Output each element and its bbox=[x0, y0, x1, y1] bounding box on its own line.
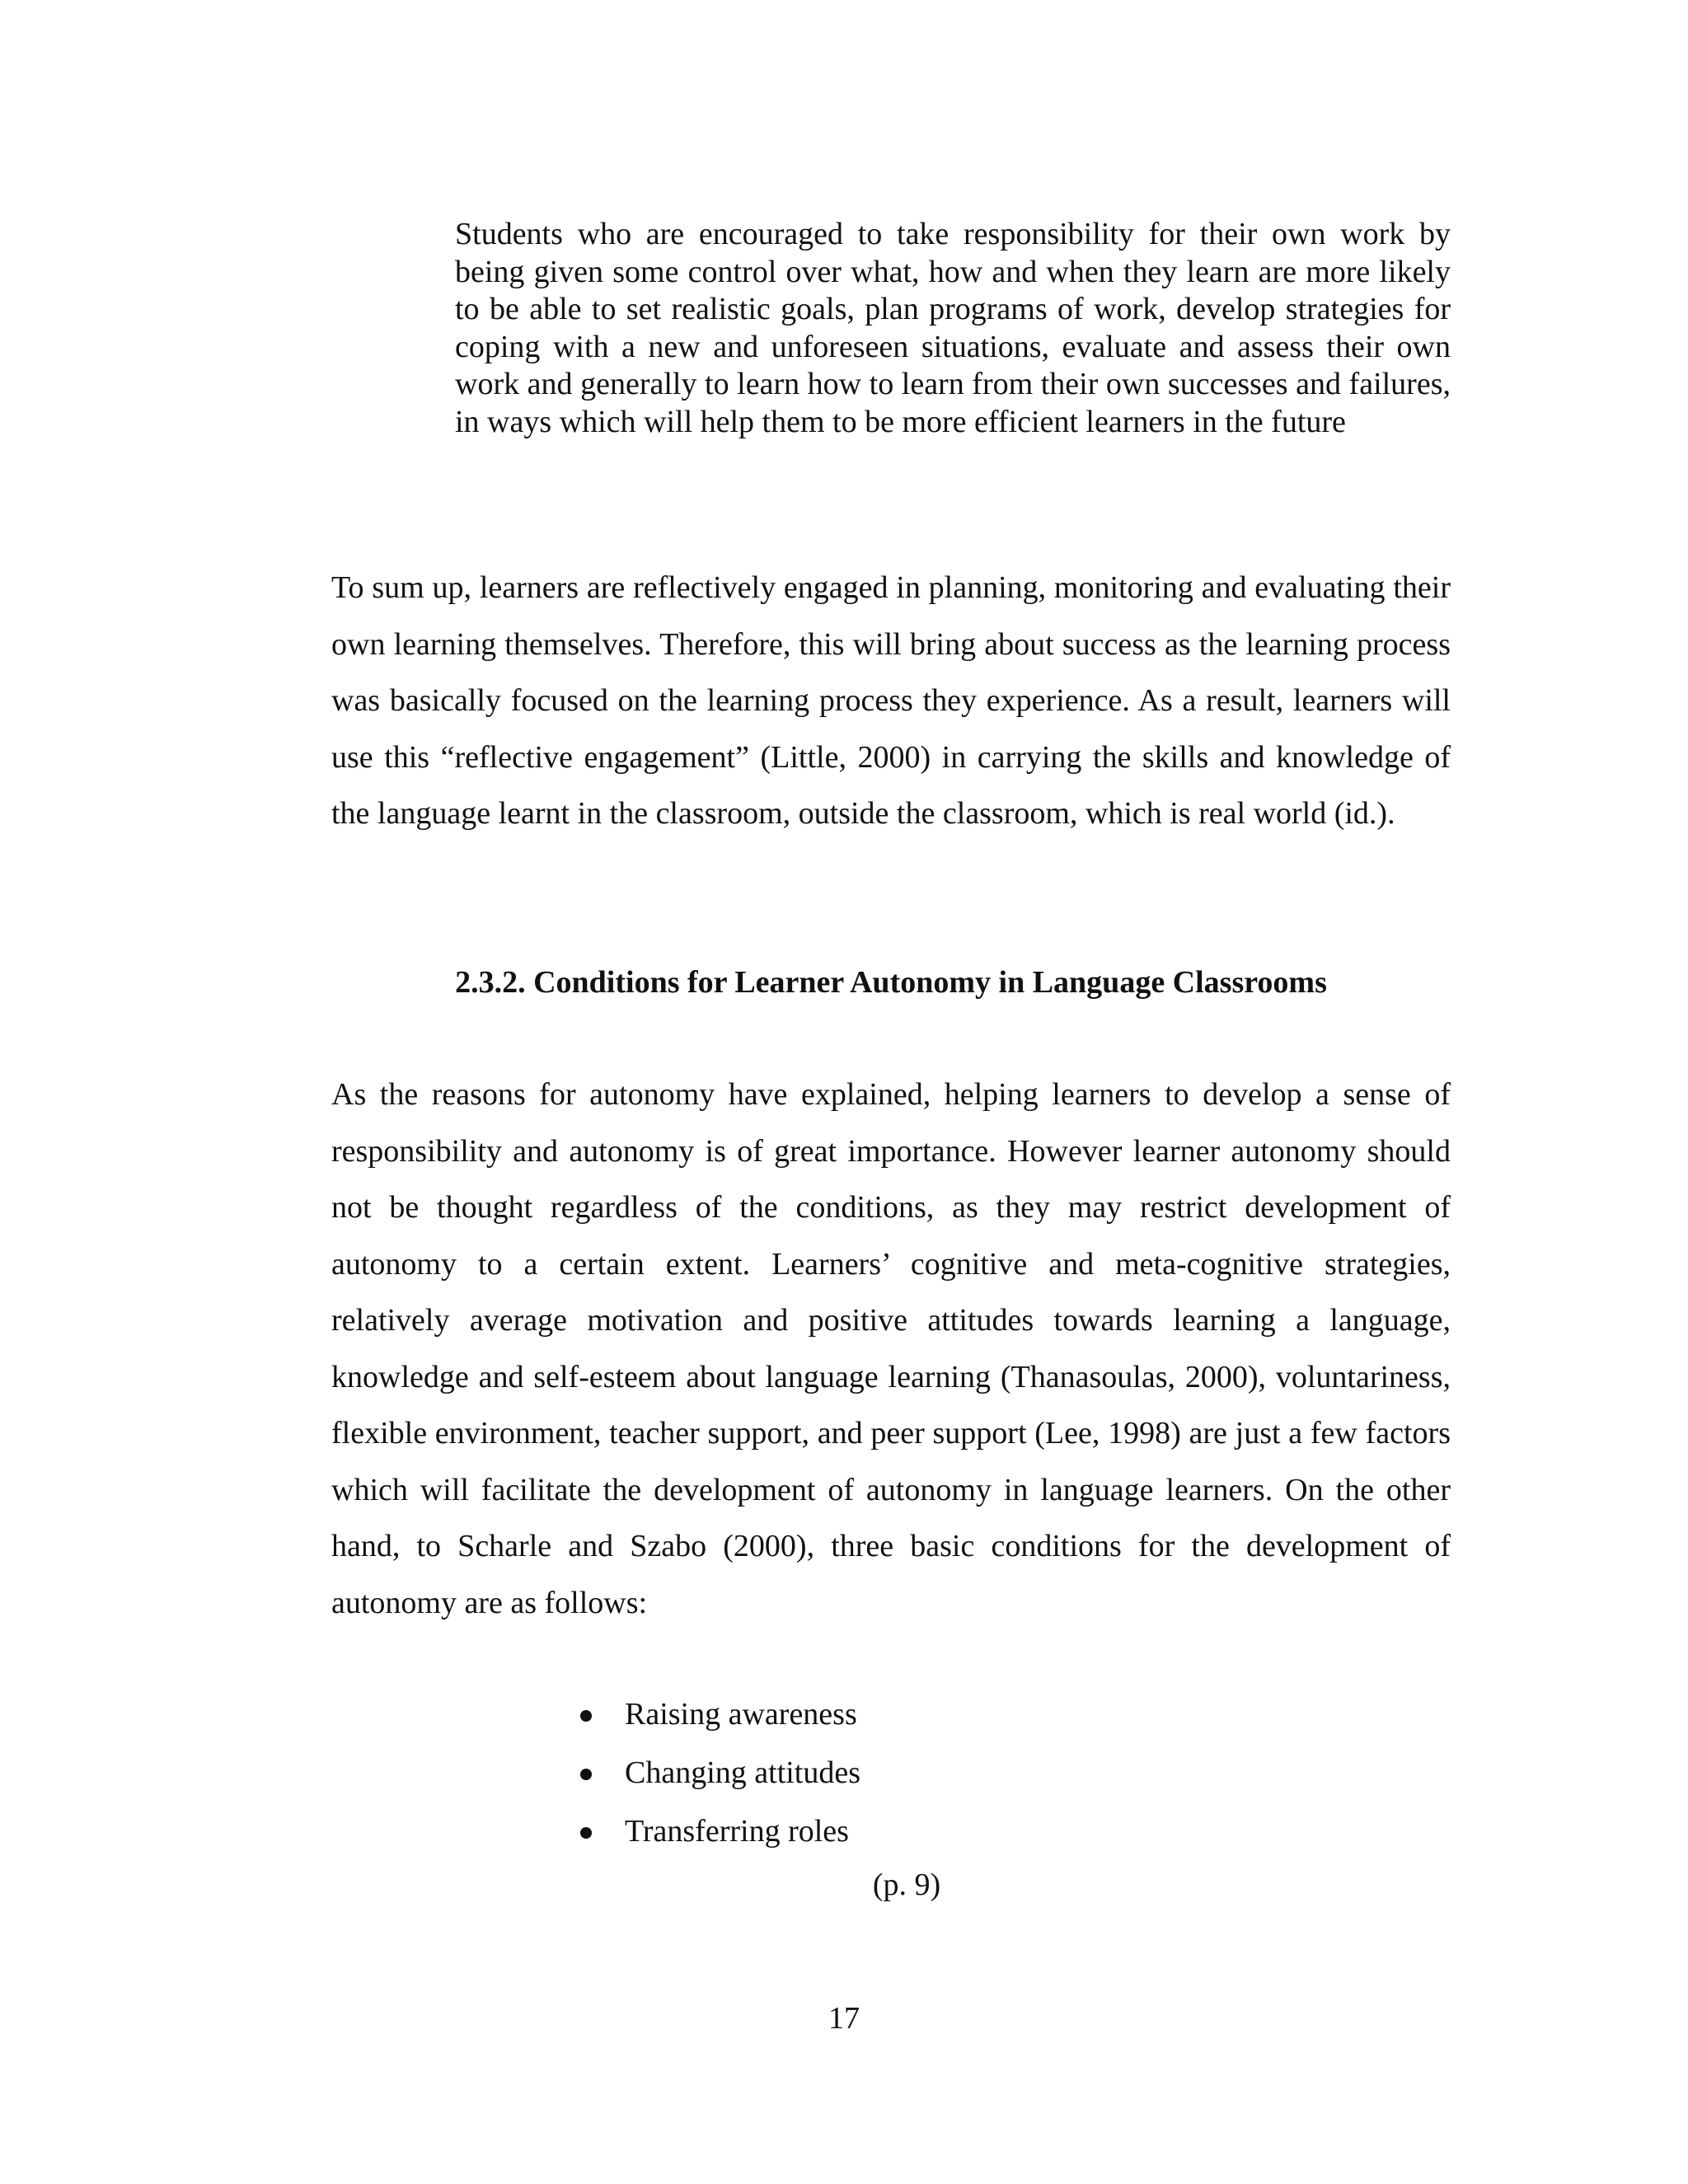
citation: (p. 9) bbox=[872, 1868, 941, 1902]
list-item-label: Transferring roles bbox=[625, 1814, 849, 1849]
section-heading: 2.3.2. Conditions for Learner Autonomy in Language Classrooms bbox=[455, 965, 1327, 1000]
paragraph-conditions: As the reasons for autonomy have explained, helping learners to develop a sense of responsibility and autonomy is of great importance. However learner autonomy should not be thought regardless of the conditions, as they may restrict development of autonomy to a certain extent. Learners’ cognitive and meta-cognitive strategies, relatively average motivation and positive attitudes towards learning a language, knowledge and self-esteem about language learning (Thanasoulas, 2000), voluntariness, flexible environment, teacher support, and peer support (Lee, 1998) are just a few factors which will facilitate the development of autonomy in language learners. On the other hand, to Scharle and Szabo (2000), three basic conditions for the development of autonomy are as follows: bbox=[331, 1077, 1451, 1620]
block-quote: Students who are encouraged to take responsibility for their own work by being given some control over what, how and when they learn are more likely to be able to set realistic goals, plan programs of work, develop strategies for coping with a new and unforeseen situations, evaluate and assess their own work and generally to learn how to learn from their own successes and failures, in ways which will help them to be more efficient learners in the future bbox=[455, 217, 1451, 439]
list-item bbox=[577, 1744, 860, 1802]
bullet-icon bbox=[580, 1827, 592, 1839]
list-item-label: Raising awareness bbox=[625, 1697, 857, 1732]
bullet-icon bbox=[580, 1769, 592, 1780]
bullet-icon bbox=[580, 1710, 592, 1722]
conditions-list bbox=[577, 1685, 860, 1861]
list-item bbox=[577, 1685, 860, 1744]
paragraph-summary: To sum up, learners are reflectively engaged in planning, monitoring and evaluating their own learning themselves. Therefore, this will bring about success as the learning process was basically focused on the learning process they experience. As a result, learners will use this “reflective engagement” (Little, 2000) in carrying the skills and knowledge of the language learnt in the classroom, outside the classroom, which is real world (id.). bbox=[331, 570, 1451, 831]
list-item-label: Changing attitudes bbox=[625, 1755, 861, 1790]
page-number: 17 bbox=[828, 2001, 860, 2036]
list-item bbox=[577, 1802, 860, 1861]
